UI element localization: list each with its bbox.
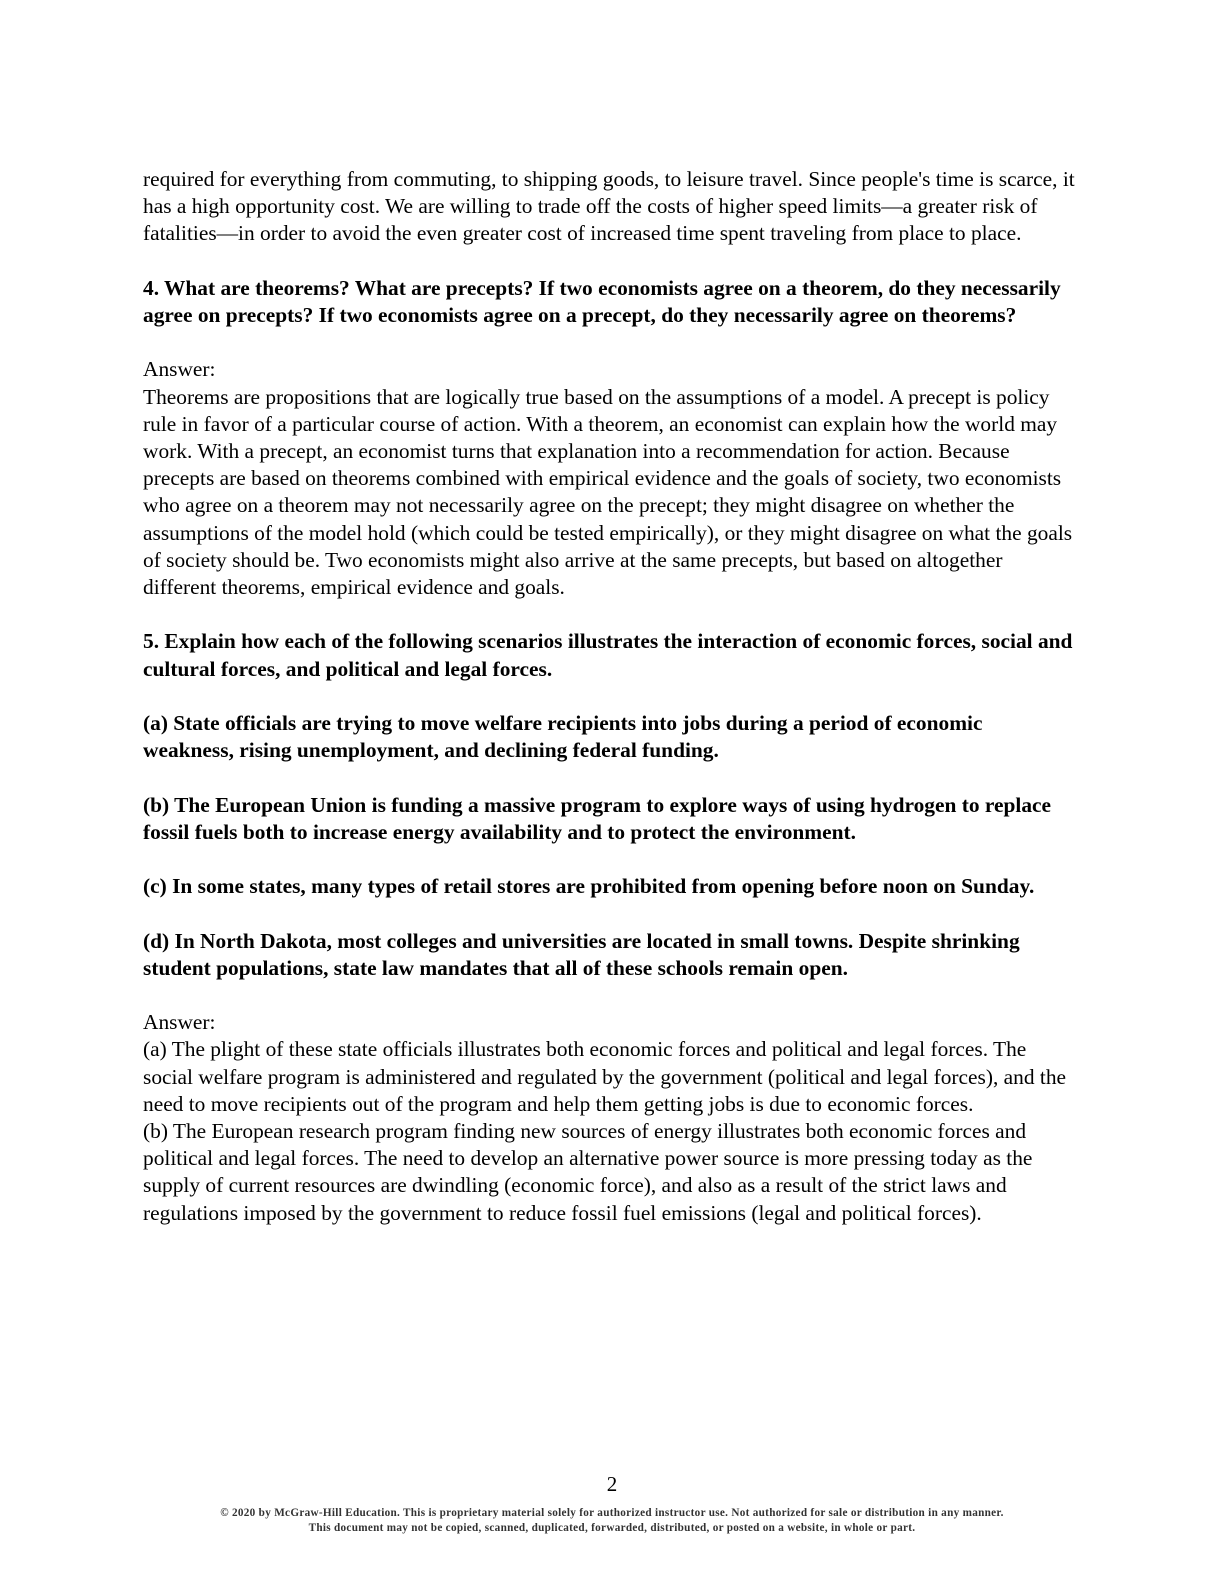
question-5-part-c: (c) In some states, many types of retail stores are prohibited from opening before noon on Sunday. (143, 874, 1035, 899)
answer-label: Answer: (143, 1010, 216, 1035)
page-number: 2 (606, 1472, 618, 1496)
question-5-part-a: (a) State officials are trying to move welfare recipients into jobs during a period of economic weakness, rising unemployment, and declining federal funding. (143, 711, 983, 763)
answer-part-b: (b) The European research program finding new sources of energy illustrates both economic forces and political and legal forces. The need to develop an alternative power source is more pressing today as the supply of current resources are dwindling (economic force), and also as a result of the strict laws and regulations imposed by the government to reduce fossil fuel emissions (legal and political forces). (143, 1118, 1033, 1225)
question-5-part-d: (d) In North Dakota, most colleges and universities are located in small towns. Despite shrinking student populations, state law mandates that all of these schools remain open. (143, 928, 1020, 980)
intro-paragraph: required for everything from commuting, to shipping goods, to leisure travel. Since people's time is scarce, it has a high opportunity cost. We are willing to trade off the costs of higher speed limits—a greater risk of fatalities—in order to avoid the even greater cost of increased time spent traveling from place to place. (143, 167, 1075, 246)
answer-5 (143, 1009, 1078, 1227)
copyright-footer (0, 1506, 1224, 1536)
answer-text: Theorems are propositions that are logically true based on the assumptions of a model. A precept is policy rule in favor of a particular course of action. With a theorem, an economist can explain how the world may work. With a precept, an economist turns that explanation into a recommendation for action. Because precepts are based on theorems combined with empirical evidence and the goals of society, two economists who agree on a theorem may not necessarily agree on the precept; they might disagree on whether the assumptions of the model hold (which could be tested empirically), or they might disagree on what the goals of society should be. Two economists might also arrive at the same precepts, but based on altogether different theorems, empirical evidence and goals. (143, 384, 1073, 600)
question-4: 4. What are theorems? What are precepts? If two economists agree on a theorem, do they necessarily agree on precepts? If two economists agree on a precept, do they necessarily agree on theorems? (143, 275, 1061, 327)
question-5-part-b: (b) The European Union is funding a massive program to explore ways of using hydrogen to replace fossil fuels both to increase energy availability and to protect the environment. (143, 792, 1052, 844)
footer-line-1: © 2020 by McGraw-Hill Education. This is proprietary material solely for authorized instructor use. Not authorized for sale or distribution in any manner. (220, 1507, 1004, 1519)
question-5: 5. Explain how each of the following scenarios illustrates the interaction of economic forces, social and cultural forces, and political and legal forces. (143, 629, 1073, 681)
footer-line-2: This document may not be copied, scanned, duplicated, forwarded, distributed, or posted on a website, in whole or part. (308, 1522, 916, 1534)
answer-part-a: (a) The plight of these state officials illustrates both economic forces and political and legal forces. The social welfare program is administered and regulated by the government (political and legal forces), and the need to move recipients out of the program and help them getting jobs is due to economic forces. (143, 1037, 1067, 1116)
answer-label: Answer: (143, 357, 216, 382)
document-body (143, 166, 1078, 1254)
answer-4 (143, 356, 1078, 601)
